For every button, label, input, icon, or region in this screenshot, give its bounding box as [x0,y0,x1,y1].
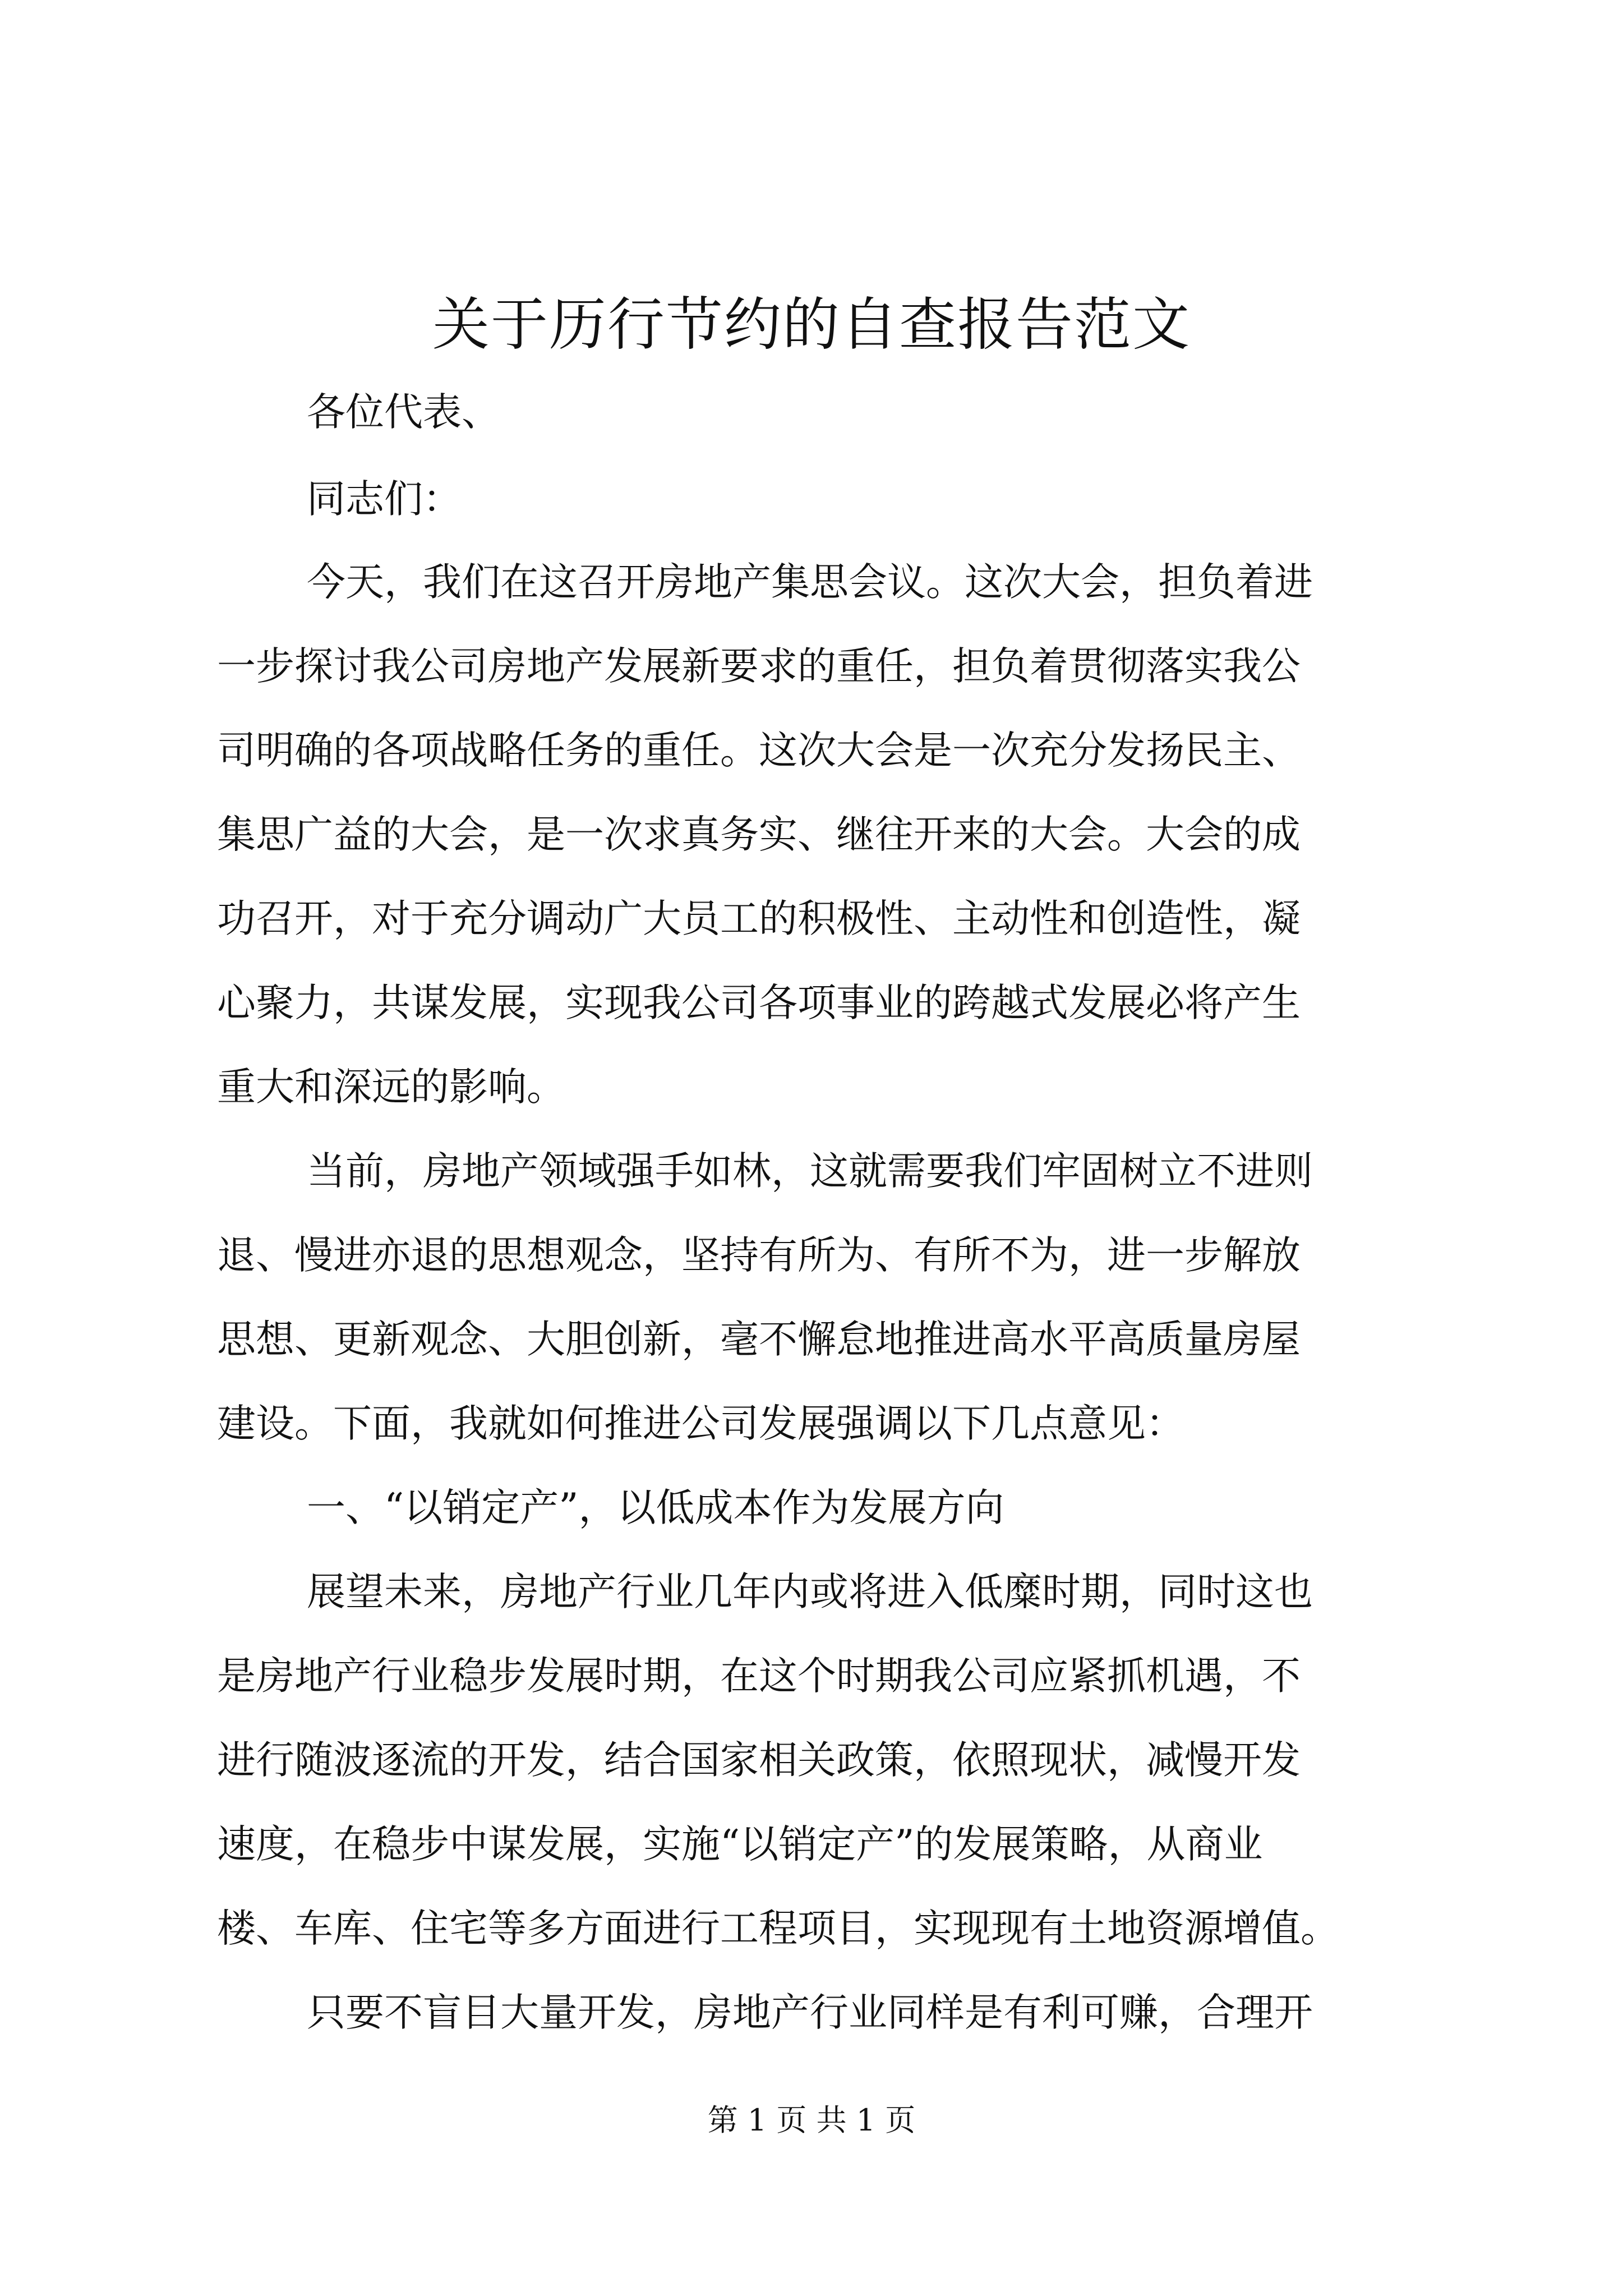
paragraph-3-line-2: 是房地产行业稳步发展时期，在这个时期我公司应紧抓机遇，不 [217,1654,1301,1699]
paragraph-1-line-5: 功召开，对于充分调动广大员工的积极性、主动性和创造性，凝 [217,896,1301,941]
paragraph-3-line-5: 楼、车库、住宅等多方面进行工程项目，实现现有土地资源增值。 [217,1906,1339,1951]
salutation-line-2: 同志们： [307,477,462,522]
paragraph-1-line-6: 心聚力，共谋发展，实现我公司各项事业的跨越式发展必将产生 [217,981,1301,1025]
paragraph-3-line-4: 速度，在稳步中谋发展，实施“以销定产”的发展策略，从商业 [217,1822,1263,1867]
section-heading-1: 一、“以销定产”，以低成本作为发展方向 [307,1485,1004,1530]
paragraph-2-line-1: 当前，房地产领域强手如林，这就需要我们牢固树立不进则 [307,1149,1313,1194]
paragraph-1-line-3: 司明确的各项战略任务的重任。这次大会是一次充分发扬民主、 [217,728,1301,773]
paragraph-1-line-7: 重大和深远的影响。 [217,1065,565,1110]
salutation-line-1: 各位代表、 [307,390,500,435]
paragraph-2-line-3: 思想、更新观念、大胆创新，毫不懈怠地推进高水平高质量房屋 [217,1317,1301,1362]
paragraph-2-line-4: 建设。下面，我就如何推进公司发展强调以下几点意见： [217,1401,1184,1446]
page-footer: 第 1 页 共 1 页 [707,2102,916,2138]
document-title: 关于历行节约的自查报告范文 [432,292,1191,358]
paragraph-3-line-1: 展望未来，房地产行业几年内或将进入低糜时期，同时这也 [307,1570,1313,1614]
document-body [217,0,1406,2035]
paragraph-1-line-4: 集思广益的大会，是一次求真务实、继往开来的大会。大会的成 [217,812,1301,857]
paragraph-1-line-2: 一步探讨我公司房地产发展新要求的重任，担负着贯彻落实我公 [217,644,1301,689]
paragraph-1-line-1: 今天，我们在这召开房地产集思会议。这次大会，担负着进 [307,560,1313,605]
paragraph-2-line-2: 退、慢进亦退的思想观念，坚持有所为、有所不为，进一步解放 [217,1233,1301,1278]
paragraph-3-line-3: 进行随波逐流的开发，结合国家相关政策，依照现状，减慢开发 [217,1738,1301,1783]
paragraph-4-line-1: 只要不盲目大量开发，房地产行业同样是有利可赚，合理开 [307,1990,1313,2035]
